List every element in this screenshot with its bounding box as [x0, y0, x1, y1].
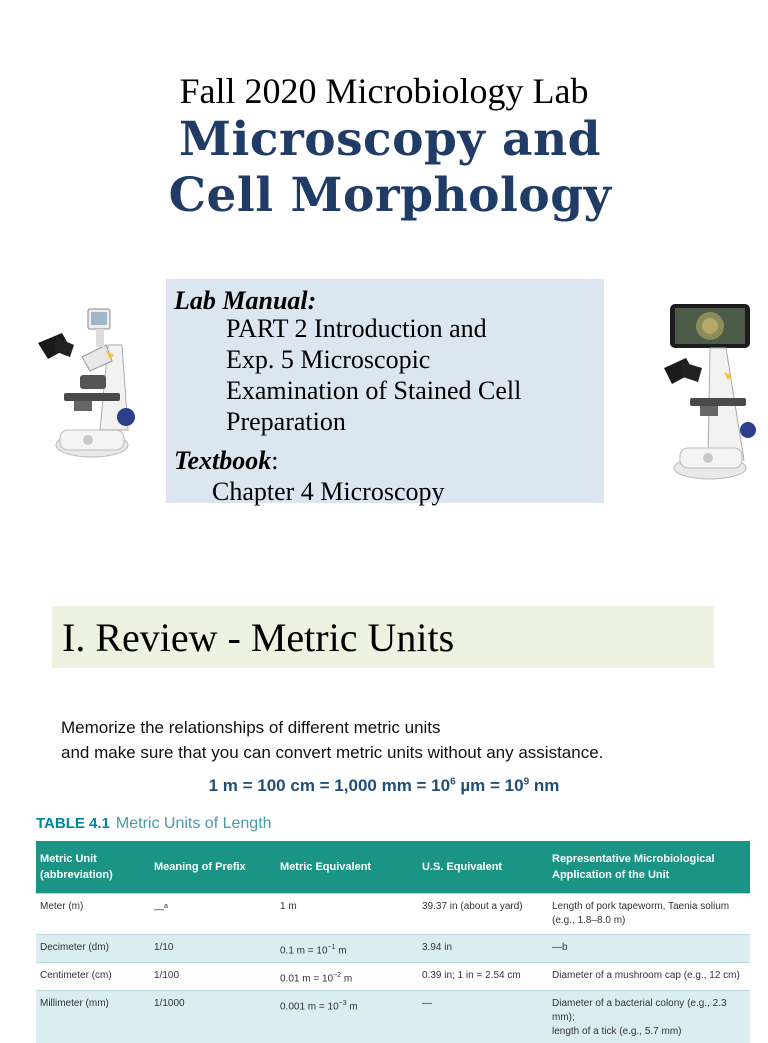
cell-us: —: [422, 998, 432, 1010]
textbook-label-text: Textbook: [174, 446, 272, 475]
table-row: [36, 934, 750, 962]
cell-unit: Meter (m): [40, 900, 84, 912]
textbook-chapter: Chapter 4 Microscopy: [212, 477, 445, 506]
textbook-label: [174, 445, 279, 476]
cell-prefix: 1/1000: [154, 998, 185, 1010]
textbook-label-colon: :: [271, 446, 279, 475]
cell-application: —b: [552, 941, 568, 953]
section-heading-box: [52, 606, 714, 668]
column-header: U.S. Equivalent: [422, 860, 503, 873]
metric-units-table: [36, 841, 750, 1043]
microscope-illustration-right: [660, 298, 760, 483]
reading-assignment-box: [166, 279, 604, 506]
instruction-line-1: Memorize the relationships of different metric units: [61, 718, 441, 737]
lab-manual-line: Exp. 5 Microscopic: [226, 345, 431, 374]
cell-unit: Millimeter (mm): [40, 998, 109, 1010]
lab-manual-label: Lab Manual:: [174, 286, 317, 315]
table-header-row: [36, 841, 750, 893]
cell-unit: Centimeter (cm): [40, 969, 112, 981]
table-row: [36, 991, 750, 1043]
cell-metric: 0.01 $m = 10^{-2}$ m: [280, 971, 353, 985]
column-header: Representative Microbiological Application of the Unit: [552, 852, 715, 881]
equation-exponent: 6: [450, 776, 456, 788]
cell-metric: 0.1 $m = 10^{-1}$ m: [280, 943, 347, 956]
lab-manual-line: Preparation: [226, 407, 346, 436]
cell-us: 3.94 in: [422, 941, 453, 953]
table-row: [36, 893, 750, 934]
column-header: Meaning of Prefix: [154, 860, 246, 873]
equation-part: nm: [529, 776, 560, 795]
cell-application: Diameter of a mushroom cap (e.g., 12 cm): [552, 969, 740, 981]
equation-part: 1 m = 100 cm = 1,000 mm = 10: [208, 776, 451, 795]
equation-exponent: 9: [523, 776, 530, 788]
instruction-line-2: and make sure that you can convert metric units without any assistance.: [61, 743, 604, 762]
table-caption: [36, 815, 272, 833]
cell-prefix: 1/100: [154, 969, 180, 981]
cell-prefix: —$^a$: [154, 902, 168, 915]
microscope-illustration-left: [30, 305, 145, 465]
cell-application: Diameter of a bacterial colony (e.g., 2.3 mm); length of a tick (e.g., 5.7 mm): [552, 998, 727, 1038]
course-title: Fall 2020 Microbiology Lab: [179, 71, 589, 111]
cell-us: 0.39 in; 1 in = 2.54 cm: [422, 969, 521, 981]
table-number: TABLE 4.1: [36, 815, 110, 832]
lab-manual-line: Examination of Stained Cell: [226, 376, 522, 405]
section-heading: I. Review - Metric Units: [62, 615, 455, 660]
equation-part: µm = 10: [455, 776, 524, 795]
cell-us: 39.37 in (about a yard): [422, 900, 523, 912]
cell-prefix: 1/10: [154, 941, 174, 953]
cell-unit: Decimeter (dm): [40, 941, 109, 953]
column-header: Metric Equivalent: [280, 860, 372, 873]
table-name: Metric Units of Length: [115, 815, 272, 832]
column-header: Metric Unit (abbreviation): [40, 852, 113, 881]
table-row: [36, 962, 750, 990]
lab-manual-line: PART 2 Introduction and: [226, 314, 487, 343]
slide-title-line-1: Microscopy and: [178, 112, 602, 167]
cell-metric: 0.001 $m = 10^{-3}$ m: [280, 1000, 358, 1013]
cell-application: Length of pork tapeworm, Taenia solium (e.g., 1.8–8.0 m): [552, 900, 730, 926]
slide-title-line-2: Cell Morphology: [168, 168, 612, 223]
cell-metric: 1 m: [280, 900, 297, 912]
metric-conversion-equation: [0, 776, 768, 796]
